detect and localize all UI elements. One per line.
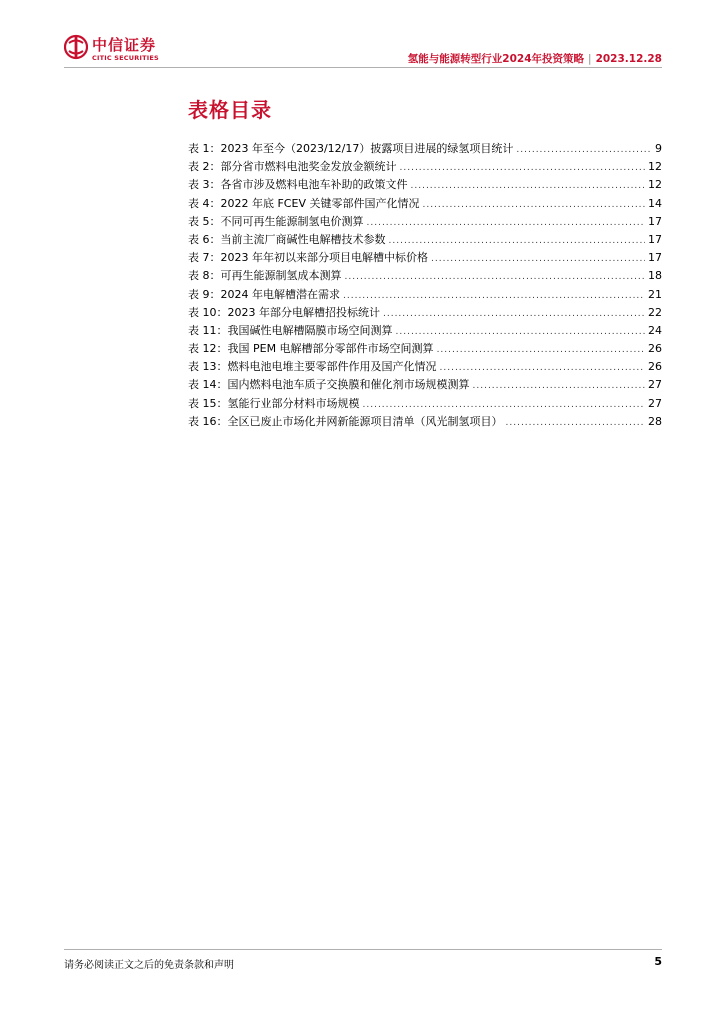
toc-entry[interactable] xyxy=(188,358,662,376)
toc-entry-label[interactable]: 表 7：2023 年年初以来部分项目电解槽中标价格 xyxy=(188,251,428,265)
toc-entry-label[interactable]: 表 13：燃料电池电堆主要零部件作用及国产化情况 xyxy=(188,360,437,374)
toc-entry[interactable] xyxy=(188,304,662,322)
page-number: 5 xyxy=(654,955,662,968)
toc-entry-label[interactable]: 表 9：2024 年电解槽潜在需求 xyxy=(188,287,340,301)
citic-logo xyxy=(64,34,164,70)
toc-entry-page[interactable]: 28 xyxy=(648,414,662,428)
citic-securities-logo-icon xyxy=(64,34,88,62)
toc-entry[interactable] xyxy=(188,158,662,176)
toc-entry-label[interactable]: 表 10：2023 年部分电解槽招投标统计 xyxy=(188,305,380,319)
toc-entry-page[interactable]: 17 xyxy=(648,251,662,265)
footer-disclaimer: 请务必阅读正文之后的免责条款和声明 xyxy=(64,960,234,971)
footer-divider xyxy=(64,949,662,950)
toc-leader-dots xyxy=(343,287,645,305)
toc-entry-page[interactable]: 9 xyxy=(655,142,662,155)
toc-entry-label[interactable]: 表 14：国内燃料电池车质子交换膜和催化剂市场规模测算 xyxy=(188,378,470,392)
toc-entry-label[interactable]: 表 12：我国 PEM 电解槽部分零部件市场空间测算 xyxy=(188,342,434,356)
toc-leader-dots xyxy=(363,396,646,414)
report-date: 2023.12.28 xyxy=(595,53,662,65)
toc-entry-page[interactable]: 26 xyxy=(648,360,662,374)
toc-entry-page[interactable]: 26 xyxy=(648,342,662,356)
toc-entry[interactable] xyxy=(188,249,662,267)
toc-entry[interactable] xyxy=(188,340,662,358)
toc-entry-page[interactable]: 18 xyxy=(648,269,662,283)
toc-entry-label[interactable]: 表 2：部分省市燃料电池奖金发放金额统计 xyxy=(188,160,397,174)
toc-leader-dots xyxy=(516,141,652,159)
toc-entry[interactable] xyxy=(188,322,662,340)
toc-leader-dots xyxy=(396,323,646,341)
toc-entry[interactable] xyxy=(188,231,662,249)
toc-leader-dots xyxy=(400,159,646,177)
toc-entry-page[interactable]: 27 xyxy=(648,396,662,410)
toc-entry-page[interactable]: 14 xyxy=(648,196,662,210)
header-separator: | xyxy=(588,53,592,65)
toc-entry-label[interactable]: 表 3：各省市涉及燃料电池车补助的政策文件 xyxy=(188,178,408,192)
toc-entry[interactable] xyxy=(188,395,662,413)
header-divider xyxy=(64,67,662,68)
table-of-tables-title: 表格目录 xyxy=(188,98,272,122)
logo-chinese-name: 中信证券 xyxy=(92,36,157,54)
toc-leader-dots xyxy=(440,359,646,377)
toc-leader-dots xyxy=(389,232,646,250)
toc-leader-dots xyxy=(506,414,646,432)
toc-entry[interactable] xyxy=(188,267,662,285)
toc-entry-label[interactable]: 表 15：氢能行业部分材料市场规模 xyxy=(188,396,360,410)
toc-entry-label[interactable]: 表 8：可再生能源制氢成本测算 xyxy=(188,269,342,283)
toc-entry[interactable] xyxy=(188,286,662,304)
toc-entry-label[interactable]: 表 6：当前主流厂商碱性电解槽技术参数 xyxy=(188,232,386,246)
toc-entry-label[interactable]: 表 11：我国碱性电解槽隔膜市场空间测算 xyxy=(188,323,393,337)
toc-entry-page[interactable]: 12 xyxy=(648,178,662,192)
toc-leader-dots xyxy=(383,305,645,323)
toc-entry-page[interactable]: 27 xyxy=(648,378,662,392)
table-of-tables-list xyxy=(188,140,662,431)
toc-entry-page[interactable]: 21 xyxy=(648,287,662,301)
toc-leader-dots xyxy=(422,196,645,214)
toc-entry[interactable] xyxy=(188,213,662,231)
toc-entry-label[interactable]: 表 1：2023 年至今（2023/12/17）披露项目进展的绿氢项目统计 xyxy=(188,142,514,155)
toc-entry[interactable] xyxy=(188,376,662,394)
toc-leader-dots xyxy=(473,377,646,395)
toc-entry-label[interactable]: 表 4：2022 年底 FCEV 关键零部件国产化情况 xyxy=(188,196,420,210)
toc-entry[interactable] xyxy=(188,413,662,431)
toc-leader-dots xyxy=(431,250,645,268)
toc-entry-page[interactable]: 12 xyxy=(648,160,662,174)
toc-entry-page[interactable]: 22 xyxy=(648,305,662,319)
report-header xyxy=(408,51,662,66)
logo-english-name: CITIC SECURITIES xyxy=(92,54,159,62)
toc-leader-dots xyxy=(411,177,646,195)
toc-entry-label[interactable]: 表 5：不同可再生能源制氢电价测算 xyxy=(188,214,364,228)
toc-entry-page[interactable]: 17 xyxy=(648,214,662,228)
toc-leader-dots xyxy=(367,214,646,232)
toc-entry-page[interactable]: 24 xyxy=(648,323,662,337)
toc-entry-label[interactable]: 表 16：全区已废止市场化并网新能源项目清单（风光制氢项目） xyxy=(188,414,503,428)
toc-leader-dots xyxy=(345,268,646,286)
toc-entry[interactable] xyxy=(188,195,662,213)
report-title: 氢能与能源转型行业2024年投资策略 xyxy=(407,53,585,65)
toc-entry[interactable] xyxy=(188,140,662,158)
toc-entry[interactable] xyxy=(188,176,662,194)
toc-entry-page[interactable]: 17 xyxy=(648,232,662,246)
toc-leader-dots xyxy=(437,341,645,359)
